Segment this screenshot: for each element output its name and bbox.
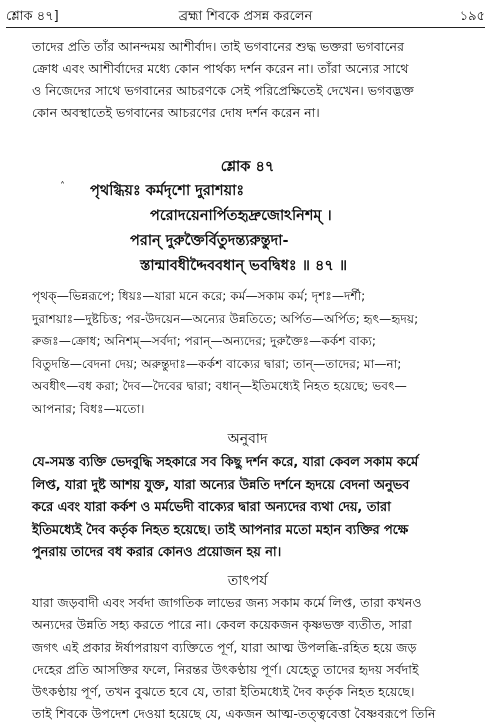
translation-line: লিপ্ত, যারা দুষ্ট আশয় যুক্ত, যারা অন্যের উন্নতি দর্শনে হৃদয়ে বেদনা অনুভব: [32, 477, 410, 493]
running-header: [6, 5, 485, 28]
translation-line: পুনরায় তাদের বধ করার কোনও প্রয়োজন হয় না।: [32, 545, 282, 561]
synonyms-line: রুজঃ—ক্রোধ; অনিশম্—সর্বদা; পরান্—অন্যদের; দুরুক্তৈঃ—কর্কশ বাক্য;: [32, 334, 376, 348]
translation-line: ইতিমধ্যেই দৈব কর্তৃক নিহত হয়েছে। তাই আপনার মতো মহান ব্যক্তির পক্ষে: [32, 522, 409, 538]
intro-line: ক্রোধ এবং আশীর্বাদের মধ্যে কোন পার্থক্য দর্শন করেন না। তাঁরা অন্যের সাথে: [32, 61, 409, 76]
margin-mark: ˄: [60, 181, 65, 192]
synonyms-block: [0, 285, 495, 420]
synonyms-line: বিতুদন্তি—বেদনা দেয়; অরুন্তুদাঃ—কর্কশ বাক্যের দ্বারা; তান্—তাদের; মা—না;: [32, 356, 402, 371]
translation-block: [0, 452, 495, 565]
purport-title: তাৎপর্য: [227, 573, 268, 589]
purport-line: যারা জড়বাদী এবং সর্বদা জাগতিক লাভের জন্য সকাম কর্মে লিপ্ত, তারা কখনও: [32, 595, 422, 610]
purport-line: দেহের প্রতি আসক্তির ফলে, নিরন্তর উৎকণ্ঠায় পূর্ণ। যেহেতু তাদের হৃদয় সর্বদাই: [32, 661, 419, 677]
translation-title: অনুবাদ: [227, 431, 268, 447]
intro-paragraph: [0, 36, 495, 124]
purport-line: জগৎ এই প্রকার ঈর্ষাপরায়ণ ব্যক্তিতে পূর্ণ, যারা আত্ম উপলব্ধি-রহিত হয়ে জড়: [32, 639, 417, 655]
synonyms-line: দুরাশয়াঃ—দুষ্টচিত্ত; পর-উদয়েন—অন্যের উন্নতিতে; অর্পিত—অর্পিত; হৃৎ—হৃদয়;: [32, 311, 419, 326]
sloka-title: শ্লোক ৪৭: [220, 159, 275, 175]
synonyms-line: পৃথক্—ভিন্নরূপে; ধিয়ঃ—যারা মনে করে; কর্ম—সকাম কর্ম; দৃশঃ—দর্শী;: [32, 289, 366, 303]
verse-line: পরোদয়েনার্পিতহৃদ্রুজোঽনিশম্ ।: [150, 208, 332, 224]
translation-line: করে এবং যারা কর্কশ ও মর্মভেদী বাক্যের দ্বারা অন্যদের ব্যথা দেয়, তারা: [32, 500, 391, 516]
verse-line: স্তান্মাবধীদ্দৈববধান্ ভবদ্বিধঃ ॥ ৪৭ ॥: [140, 258, 348, 274]
intro-line: ও নিজেদের সাথে ভগবানের আচরণকে সেই পরিপ্রেক্ষিতেই দেখেন। ভগবদ্ভক্ত: [32, 83, 414, 98]
synonyms-line: আপনার; বিধঃ—মতো।: [32, 401, 145, 416]
header-verse-ref: শ্লোক ৪৭]: [6, 9, 59, 24]
verse-line: পৃথগ্ধিয়ঃ কর্মদৃশো দুরাশয়াঃ: [90, 183, 245, 199]
purport-line: অন্যদের উন্নতি সহ্য করতে পারে না। কেবল কয়েকজন কৃষ্ণভক্ত ব্যতীত, সারা: [32, 617, 412, 633]
verse-line: পরান্ দুরুক্তৈর্বিতুদন্ত্যরুন্তুদা-: [130, 233, 289, 249]
intro-line: তাদের প্রতি তাঁর আনন্দময় আশীর্বাদ। তাই ভগবানের শুদ্ধ ভক্তরা ভগবানের: [32, 39, 404, 54]
intro-line: কোন অবস্থাতেই ভগবানের আচরণের দোষ দর্শন করেন না।: [32, 105, 320, 120]
purport-block: [0, 592, 495, 723]
header-page-number: ১৯৫: [459, 9, 485, 24]
synonyms-line: অবধীৎ—বধ করা; দৈব—দৈবের দ্বারা; বধান্—ইতিমধ্যেই নিহত হয়েছে; ভবৎ—: [32, 379, 407, 393]
purport-line: উৎকণ্ঠায় পূর্ণ, তখন বুঝতে হবে যে, তারা ইতিমধ্যেই দৈব কর্তৃক নিহত হয়েছে।: [32, 684, 415, 700]
header-chapter-title: ব্রহ্মা শিবকে প্রসন্ন করলেন: [178, 9, 313, 24]
translation-line: যে-সমস্ত ব্যক্তি ভেদবুদ্ধি সহকারে সব কিছু দর্শন করে, যারা কেবল সকাম কর্মে: [32, 455, 419, 470]
purport-line: তাই শিবকে উপদেশ দেওয়া হয়েছে যে, একজন আত্ম-তত্ত্ববেত্তা বৈষ্ণবরূপে তিনি: [32, 706, 436, 722]
